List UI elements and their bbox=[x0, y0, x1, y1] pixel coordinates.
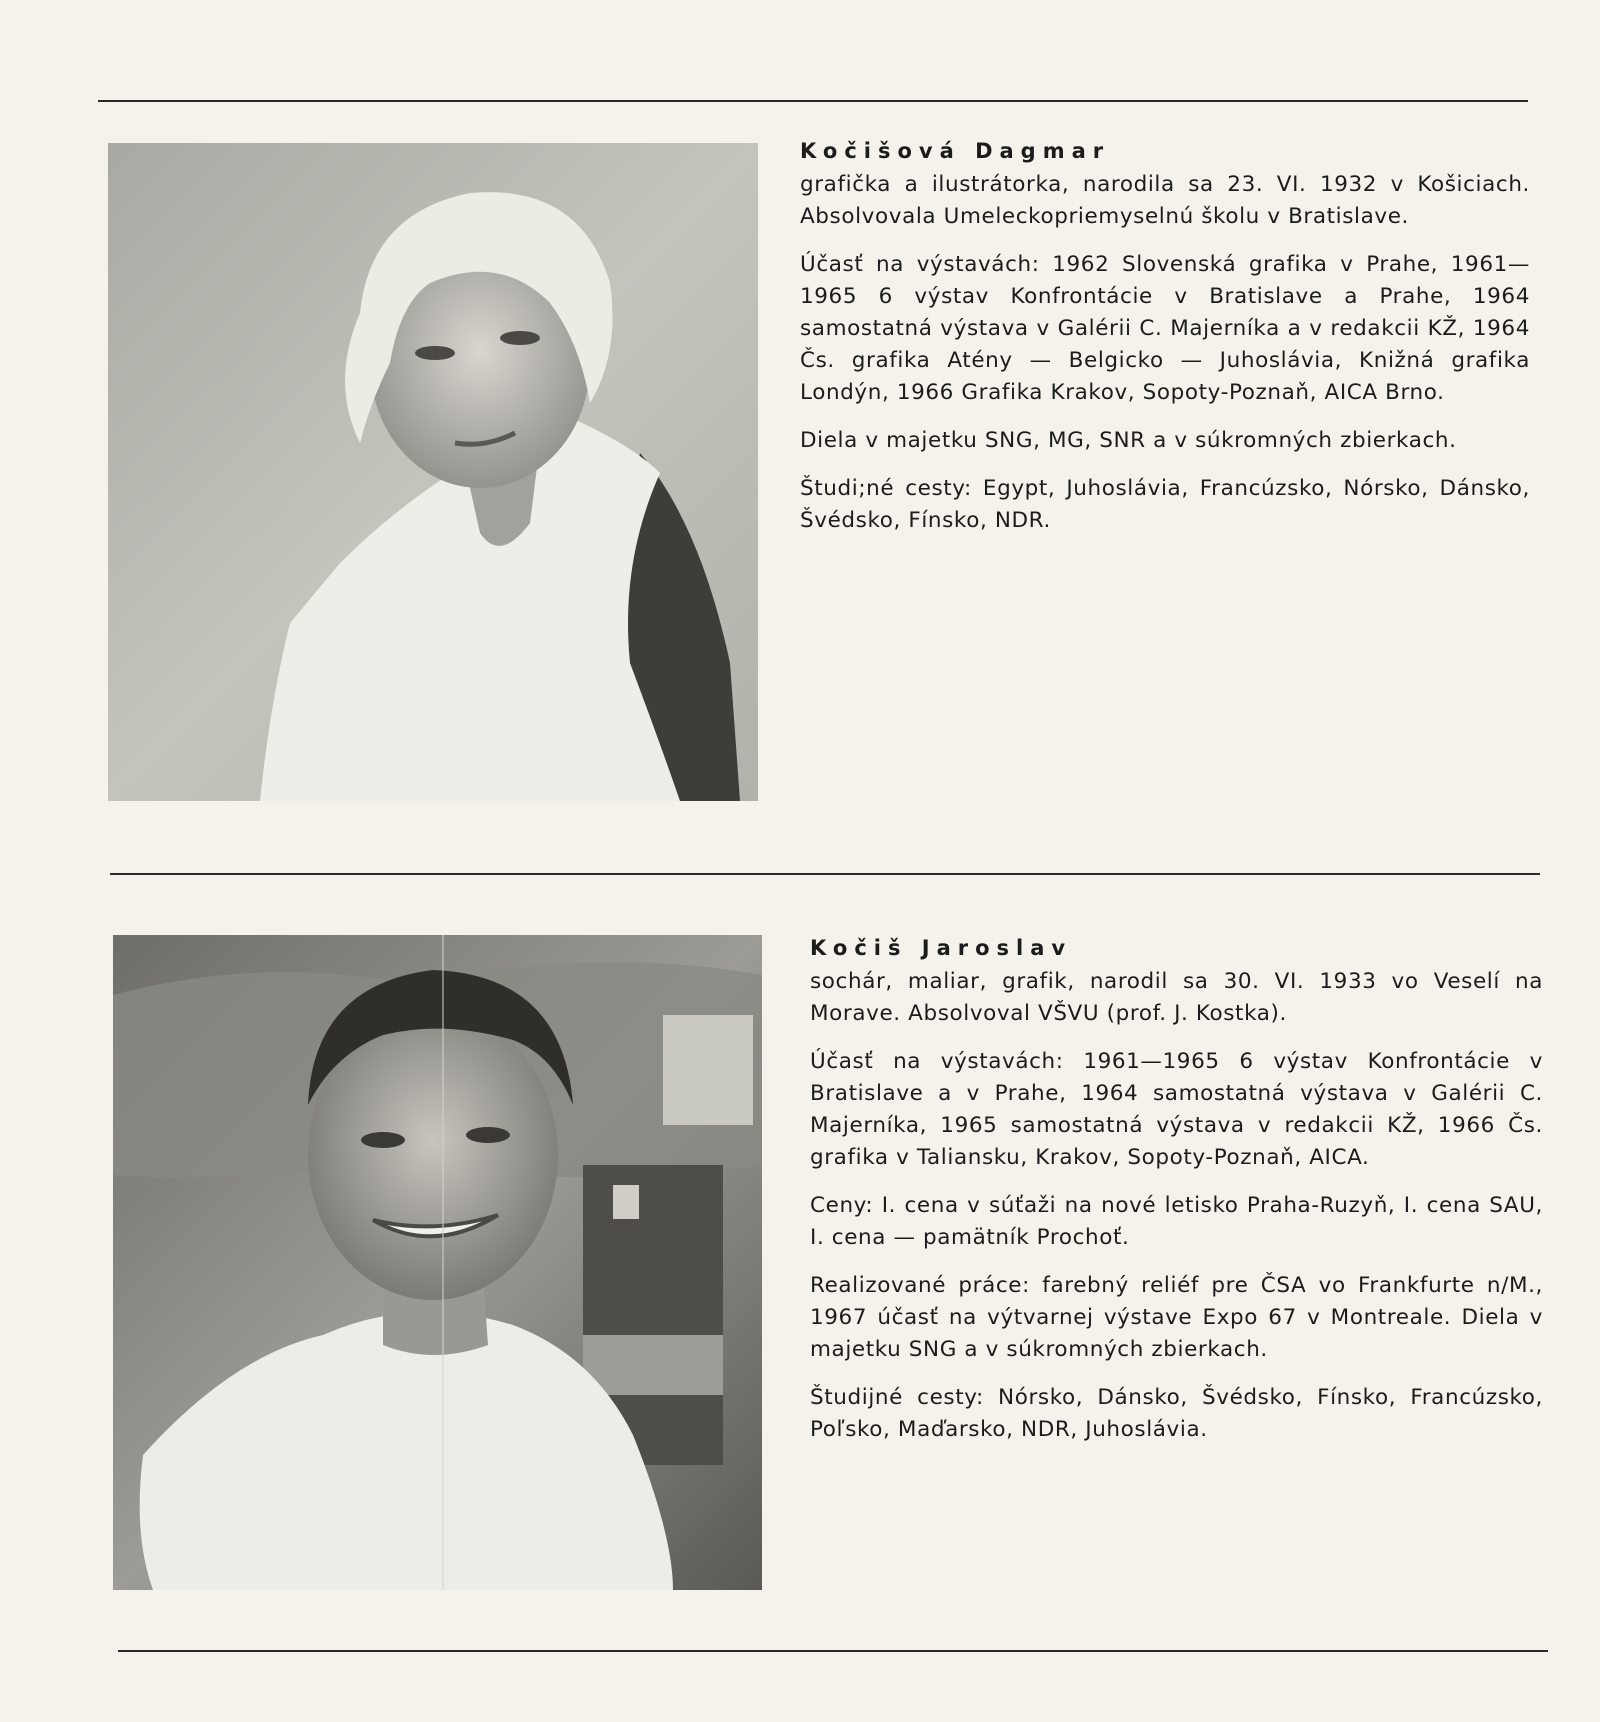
portrait-photo-dagmar bbox=[100, 143, 758, 801]
artist-name: Kočišová Dagmar bbox=[800, 139, 1111, 163]
bio-exhibitions: Účasť na výstavách: 1961—1965 6 výstav Konfrontácie v Bratislave a v Prahe, 1964 samostatná výstava v Galérii C. Majerníka, 1965 samostatná výstava v redakcii KŽ, 1966 Čs. grafika v Taliansku, Krakov, Sopoty-Poznaň, AICA. bbox=[810, 1049, 1543, 1170]
bio-travels: Študi;né cesty: Egypt, Juhoslávia, Francúzsko, Nórsko, Dánsko, Švédsko, Fínsko, NDR. bbox=[800, 476, 1530, 533]
bio-works: Diela v majetku SNG, MG, SNR a v súkromných zbierkach. bbox=[800, 428, 1457, 453]
bio-realized-works: Realizované práce: farebný reliéf pre ČSA vo Frankfurte n/M., 1967 účasť na výtvarnej výstave Expo 67 v Montreale. Diela v majetku SNG a v súkromných zbierkach. bbox=[810, 1273, 1543, 1362]
bio-jaroslav bbox=[810, 932, 1543, 1462]
bottom-divider bbox=[118, 1650, 1548, 1652]
bio-travels: Študijné cesty: Nórsko, Dánsko, Švédsko, Fínsko, Francúzsko, Poľsko, Maďarsko, NDR, Juhoslávia. bbox=[810, 1385, 1543, 1442]
portrait-photo-jaroslav bbox=[113, 935, 762, 1590]
bio-awards: Ceny: I. cena v súťaži na nové letisko Praha-Ruzyň, I. cena SAU, I. cena — pamätník Prochoť. bbox=[810, 1193, 1543, 1250]
bio-intro: grafička a ilustrátorka, narodila sa 23. VI. 1932 v Košiciach. Absolvovala Umeleckopriemyselnú školu v Bratislave. bbox=[800, 172, 1530, 229]
bio-dagmar bbox=[800, 135, 1530, 553]
top-divider bbox=[98, 100, 1528, 102]
bio-intro: sochár, maliar, grafik, narodil sa 30. VI. 1933 vo Veselí na Morave. Absolvoval VŠVU (prof. J. Kostka). bbox=[810, 969, 1543, 1026]
bio-exhibitions: Účasť na výstavách: 1962 Slovenská grafika v Prahe, 1961—1965 6 výstav Konfrontácie v Bratislave a Prahe, 1964 samostatná výstava v Galérii C. Majerníka a v redakcii KŽ, 1964 Čs. grafika Atény — Belgicko — Juhoslávia, Knižná grafika Londýn, 1966 Grafika Krakov, Sopoty-Poznaň, AICA Brno. bbox=[800, 252, 1530, 405]
middle-divider bbox=[110, 873, 1540, 875]
artist-name: Kočiš Jaroslav bbox=[810, 936, 1073, 960]
